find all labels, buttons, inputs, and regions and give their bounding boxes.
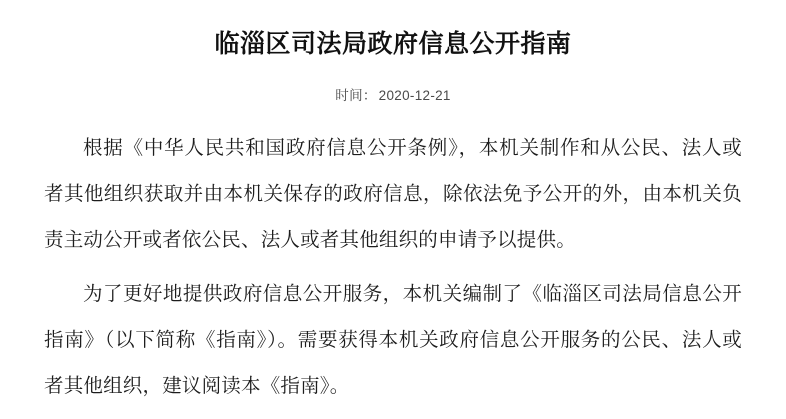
- document-body: [22, 126, 764, 410]
- body-paragraph-2: 为了更好地提供政府信息公开服务，本机关编制了《临淄区司法局信息公开指南》（以下简称《指南》）。需要获得本机关政府信息公开服务的公民、法人或者其他组织，建议阅读本《指南》。: [44, 284, 742, 397]
- page-title: 临淄区司法局政府信息公开指南: [214, 31, 572, 58]
- meta-time-value: 2020-12-21: [378, 88, 451, 103]
- body-paragraph-1: 根据《中华人民共和国政府信息公开条例》，本机关制作和从公民、法人或者其他组织获取并由本机关保存的政府信息，除依法免予公开的外，由本机关负责主动公开或者依公民、法人或者其他组织的申请予以提供。: [44, 138, 742, 251]
- document-meta: [22, 84, 764, 104]
- meta-time-label: 时间：: [335, 88, 377, 103]
